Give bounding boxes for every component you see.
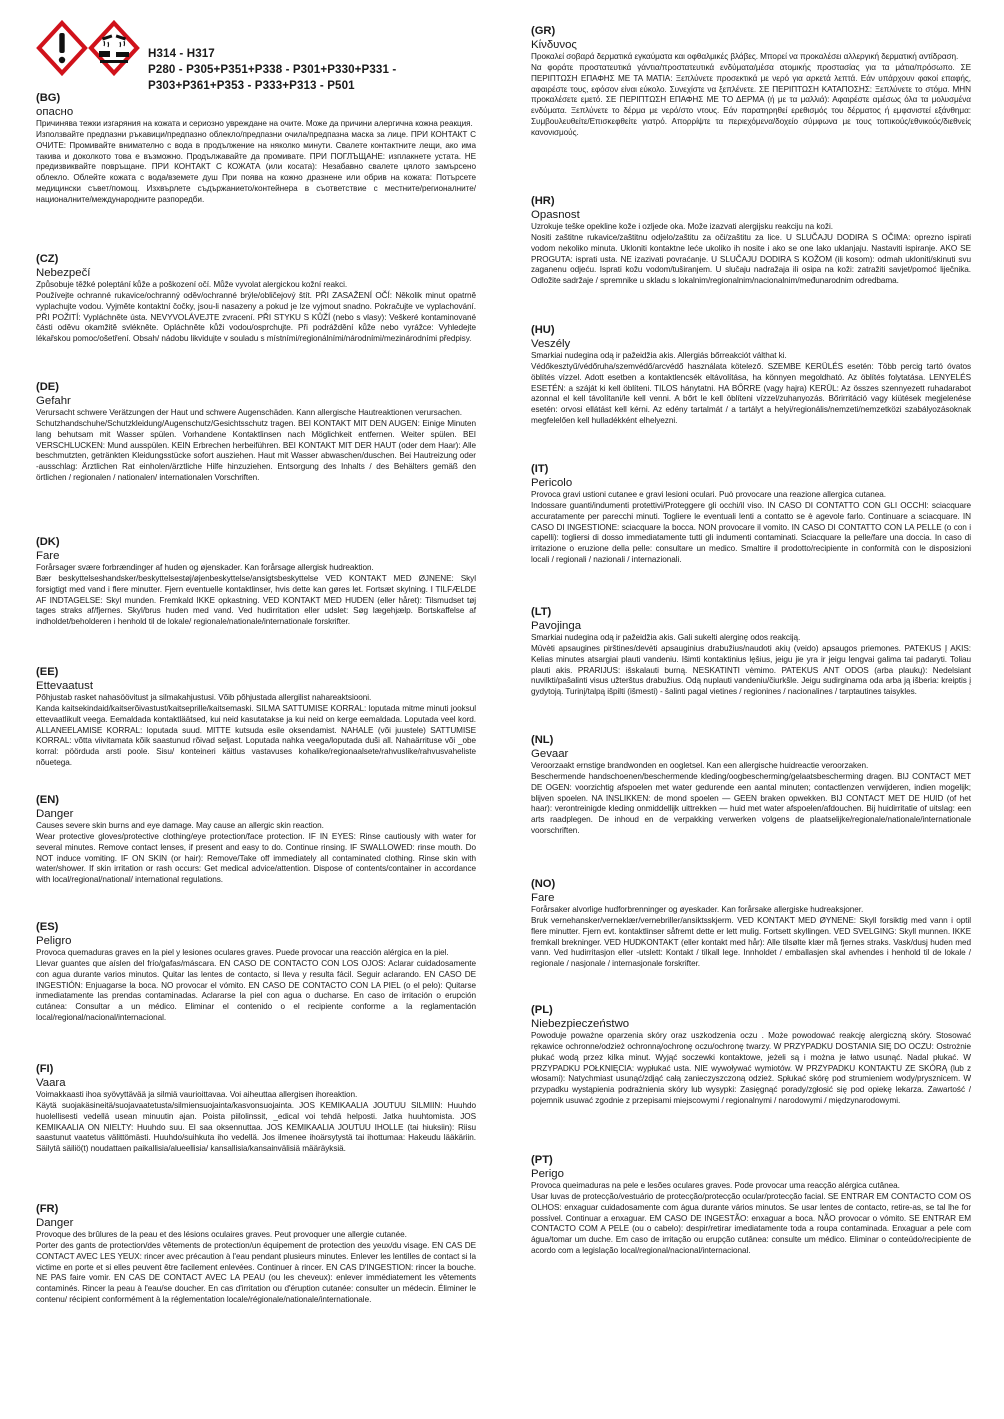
hazard-text: Provoca queimaduras na pele e lesões oculares graves. Pode provocar uma reacção alérgica cutânea. Usar luvas de protecção/vestuário de protecção/protecção ocular/protecção facial. SE ENTRAR EM CONTACTO COM OS OLHOS: enxaguar cuidadosamente com água durante vários minutos. Se usar lentes de contacto, retire-as, se tal lhe for possível. Continuar a enxaguar. EM CASO DE INGESTÃO: enxaguar a boca. NÃO provocar o vómito. SE ENTRAR EM CONTACTO COM A PELE (ou o cabelo): despir/retirar imediatamente toda a roupa contaminada. Enxaguar a pele com água/tomar um duche. Em caso de irritação ou erupção cutânea: consulte um médico. Eliminar o conteúdo/recipiente de acordo com a legislação local/regional/nacional/internacional.: [531, 1181, 971, 1256]
language-code: (FI): [36, 1063, 54, 1075]
hazard-text: Põhjustab rasket nahasöövitust ja silmakahjustusi. Võib põhjustada allergilist nahareaktsiooni. Kanda kaitsekindaid/kaitserõivastust/kaitseprille/kaitsemaski. SILMA SATTUMISE KORRAL: loputada mitme minuti jooksul ettevaatlikult veega. Eemaldada kontaktläätsed, kui neid kasutatakse ja kui neid on kerge eemaldada. Loputada veel kord. ALLANEELAMISE KORRAL: loputada suud. MITTE kutsuda esile oksendamist. NAHALE (või juustele) SATTUMISE KORRAL: võtta viivitamata kõik saastunud rõivad seljast. Loputada nahka veega/loputada duši all. Nahaärrituse või _obe korral: pöörduda arsti poole. Sisu/ konteineri käitlus vastavuses kohalike/regionaalsete/rahvuslike/rahvusvaheliste nõuetega.: [36, 693, 476, 768]
signal-word: Gefahr: [36, 395, 71, 407]
signal-word: Danger: [36, 1217, 74, 1229]
label-header: [36, 0, 476, 92]
hazard-text: Voimakkaasti ihoa syövyttävää ja silmiä vaurioittavaa. Voi aiheuttaa allergisen ihoreaktion. Käytä suojakäsineitä/suojavaatetusta/silmiensuojainta/kasvonsuojainta. JOS KEMIKAALIA JOUTUU SILMIIN: Huuhdo huolellisesti vedellä usean minuutin ajan. Poista piilolinssit, _edical voi tehdä helposti. Jatka huuhtomista. JOS KEMIKAALIA ON NIELTY: Huuhdo suu. El saa oksennuttaa. JOS KEMIKAALIA JOUTUU IHOLLE (tai hiuksiin): Riisu saastunut vaatetus välittömästi. Huuhdo/suihkuta iho vedellä. Jos ilmenee ihoärsytystä tai ihottumaa: Hakeudu lääkäriin. Säilytä säiliö(t) noudattaen paikallisia/alueellisia/ kansallisia/kansainvälisiä määräyksiä.: [36, 1090, 476, 1154]
section-ee: [36, 666, 476, 794]
precautionary-codes-line1: P280 - P305+P351+P338 - P301+P330+P331 -: [148, 63, 397, 76]
hazard-text: Forårsaker alvorlige hudforbrenninger og øyeskader. Kan forårsake allergiske hudreaksjoner. Bruk vernehansker/verneklær/vernebriller/ansiktsskjerm. VED KONTAKT MED ØYNENE: Skyll forsiktig med vann i optil flere minutter. Fjern evt. kontaktlinser såfremt dette er lett mulig. Fortsett skyllingen. VED SVELGING: Skyll munnen. IKKE fremkall brekninger. VED HUDKONTAKT (eller kontakt med hår): Alle tilsølte klær må fjernes straks. Vask/dusj huden med vann. Ved hudirritasjon eller -utslett: Kontakt / tilkall lege. Innholdet / emballasjen skal avhendes i henhold til de lokale / regionale / nasjonale / internasjonale forskrifter.: [531, 905, 971, 969]
signal-word: Perigo: [531, 1168, 564, 1180]
section-no: [531, 878, 971, 1004]
hazard-text: Verursacht schwere Verätzungen der Haut und schwere Augenschäden. Kann allergische Hautreaktionen verursachen. Schutzhandschuhe/Schutzkleidung/Augenschutz/Gesichtsschutz tragen. BEI KONTAKT MIT DEN AUGEN: Einige Minuten lang behutsam mit Wasser spülen. Vorhandene Kontaktlinsen nach Möglichkeit entfernen. Weiter spülen. BEI VERSCHLUCKEN: Mund ausspülen. KEIN Erbrechen herbeiführen. BEI KONTAKT MIT DER HAUT (oder dem Haar): Alle beschmutzten, getränkten Kleidungsstücke sofort ausziehen. Haut mit Wasser abwaschen/duschen. Bei Hautreizung oder -ausschlag: Ärztlichen Rat einholen/ärztliche Hilfe hinzuziehen. Entsorgung des Inhalts / des Behälters gemäß den örtlichen / regionalen / nationalen/ internationalen Vorschriften.: [36, 408, 476, 483]
section-en: [36, 794, 476, 921]
language-code: (FR): [36, 1203, 59, 1215]
hazard-text: Forårsager svære forbrændinger af huden og øjenskader. Kan forårsage allergisk hudreaktion. Bær beskyttelseshandsker/beskyttelsestøj/øjenbeskyttelse/ansigtsbeskyttelse VED KONTAKT MED ØJNENE: Skyl forsigtigt med vand i flere minutter. Fjern eventuelle kontaktlinser, hvis dette kan gøres let. Fortsæt skylning. I TILFÆLDE AF INDTAGELSE: Skyl munden. Fremkald IKKE opkastning. VED KONTAKT MED HUDEN (eller håret): Tilsmudset tøj tages straks af/fjernes. Skyl/brus huden med vand. Ved hudirritation eller udslet: Søg lægehjælp. Bortskaffelse af indholdet/beholderen i henhold til de lokale/ regionale/nationale/internationale forskrifter.: [36, 563, 476, 627]
section-hu: [531, 324, 971, 463]
signal-word: Gevaar: [531, 748, 569, 760]
language-code: (HU): [531, 324, 555, 336]
section-pl: [531, 1004, 971, 1154]
hazard-text: Smarkiai nudegina odą ir pažeidžia akis. Gali sukelti alerginę odos reakciją. Mūvėti apsaugines pirštines/devėti apsauginius drabužius/naudoti akių (veido) apsaugos priemones. PATEKUS Į AKIS: Kelias minutes atsargiai plauti vandeniu. Išimti kontaktinius lęšius, jeigu jie yra ir jeigu lengvai galima tai padaryti. Toliau plauti akis. PRARIJUS: išskalauti burną. NESKATINTI vėmimo. PATEKUS ANT ODOS (arba plaukų): Nedelsiant nuvilkti/pašalinti visus užterštus drabužius. Odą nuplauti vandeniu/čiurkšle. Jeigu sudirginama oda arba ją išberia: kreiptis į gydytoją. Turinį/talpą išpilti (išmesti) - šalinti pagal vietines / regionines / nacionalines / tarptautines taisykles.: [531, 633, 971, 697]
section-dk: [36, 536, 476, 666]
language-code: (DE): [36, 381, 59, 393]
signal-word: Vaara: [36, 1077, 66, 1089]
section-hr: [531, 195, 971, 324]
hazard-text: Причинява тежки изгаряния на кожата и сериозно увреждане на очите. Може да причини алергична кожна реакция. Използвайте предпазни ръкавици/предпазно облекло/предпазни очила/предпазна маска за лице. ПРИ КОНТАКТ С ОЧИТЕ: Промивайте внимателно с вода в продължение на няколко минути. Свалете контактните лещи, ако има такива и доколкото това е възможно. Продължавайте да промивате. ПРИ ПОГЛЪЩАНЕ: изплакнете устата. НЕ предизвиквайте повръщане. ПРИ КОНТАКТ С КОЖАТА (или косата): Незабавно свалете цялото замърсено облекло. Облейте кожата с вода/вземете душ При поява на кожно дразнене или обрив на кожата: Потърсете медицински съвет/помощ. Изхвърлете съдържанието/контейнера в съответствие с местните/регионалните/ националните/международните разпоредби.: [36, 119, 476, 204]
language-code: (IT): [531, 463, 549, 475]
section-lt: [531, 606, 971, 734]
hazard-text: Causes severe skin burns and eye damage. May cause an allergic skin reaction. Wear protective gloves/protective clothing/eye protection/face protection. IF IN EYES: Rinse cautiously with water for several minutes. Remove contact lenses, if present and easy to do. Continue rinsing. IF SWALLOWED: rinse mouth. Do NOT induce vomiting. IF ON SKIN (or hair): Remove/Take off immediately all contaminated clothing. Rinse skin with water/shower. If skin irritation or rash occurs: Get medical advice/attention. Dispose of contents/container in accordance with local/regional/national/ international regulations.: [36, 821, 476, 885]
section-bg: [36, 92, 476, 253]
language-code: (LT): [531, 606, 552, 618]
hazard-text: Προκαλεί σοβαρά δερματικά εγκαύματα και οφθαλμικές βλάβες. Μπορεί να προκαλέσει αλλεργική δερματική αντίδραση. Να φοράτε προστατευτικά γάντια/προστατευτικά ενδύματα/μέσα ατομικής προστασίας για τα μάτια/πρόσωπο. ΣΕ ΠΕΡΙΠΤΩΣΗ ΕΠΑΦΗΣ ΜΕ ΤΑ ΜΑΤΙΑ: Ξεπλύνετε προσεκτικά με νερό για αρκετά λεπτά. Εάν υπάρχουν φακοί επαφής, αφαιρέστε τους, εφόσον είναι εύκολο. Συνεχίστε να ξεπλένετε. ΣΕ ΠΕΡΙΠΤΩΣΗ ΚΑΤΑΠΟΣΗΣ: Ξεπλύνετε το στόμα. ΜΗΝ προκαλέσετε εμετό. ΣΕ ΠΕΡΙΠΤΩΣΗ ΕΠΑΦΗΣ ΜΕ ΤΟ ΔΕΡΜΑ (ή με τα μαλλιά): Αφαιρέστε αμέσως όλα τα μολυσμένα ενδύματα. Ξεπλύνετε το δέρμα με νερό/στο ντους. Εάν παρατηρηθεί ερεθισμός του δέρματος ή εμφανιστεί εξάνθημα: Συμβουλευθείτε/Επισκεφθείτε γιατρό. Απορρίψτε τα περιεχόμενα/δοχείο σύμφωνα με τους τοπικούς/εθνικούς/διεθνείς κανονισμούς.: [531, 52, 971, 137]
signal-word: Pericolo: [531, 477, 573, 489]
signal-word: Ettevaatust: [36, 680, 93, 692]
hazard-codes: [148, 46, 396, 94]
hazard-text: Smarkiai nudegina odą ir pažeidžia akis. Allergiás bőrreakciót válthat ki. Védőkesztyű/védőruha/szemvédő/arcvédő használata kötelező. SZEMBE KERÜLÉS esetén: Több percig tartó óvatos öblítés vízzel. Adott esetben a kontaktlencsék eltávolítása, ha könnyen megoldható. Az öblítés folytatása. LENYELÉS ESETÉN: a száját ki kell öblíteni. TILOS hánytatni. HA BŐRRE (vagy hajra) KERÜL: Az összes szennyezett ruhadarabot azonnal el kell távolítani/le kell venni. A bőrt le kell öblíteni vízzel/zuhanyozás. Bőrirritáció vagy kiütések megjelenése esetén: orvosi ellátást kell kérni. Az edény tartalmát / a tartályt a helyi/regionális/nemzeti/nemzetközi szabályozásoknak megfelelően kell hulladékként elhelyezni.: [531, 351, 971, 426]
signal-word: Opasnost: [531, 209, 580, 221]
language-code: (EN): [36, 794, 59, 806]
exclamation-mark-icon: [39, 23, 85, 73]
signal-word: Danger: [36, 808, 74, 820]
signal-word: Fare: [36, 550, 60, 562]
signal-word: Nebezpečí: [36, 267, 91, 279]
section-it: [531, 463, 971, 606]
language-code: (EE): [36, 666, 59, 678]
hazard-text: Provoque des brûlures de la peau et des lésions oculaires graves. Peut provoquer une allergie cutanée. Porter des gants de protection/des vêtements de protection/un équipement de protection des yeux/du visage. EN CAS DE CONTACT AVEC LES YEUX: rincer avec précaution à l'eau pendant plusieurs minutes. Enlever les lentilles de contact si la victime en porte et si elles peuvent être facilement enlevées. Continuer à rincer. EN CAS D'INGESTION: rincer la bouche. NE PAS faire vomir. EN CAS DE CONTACT AVEC LA PEAU (ou les cheveux): enlever immédiatement les vêtements contaminés. Rincer la peau à l'eau/se doucher. En cas d'irritation ou d'éruption cutanée: consulter un médecin. Éliminer le contenu/ récipient conformément à la réglementation locale/régionale/nationale/internationale.: [36, 1230, 476, 1305]
signal-word: Fare: [531, 892, 555, 904]
hazard-text: Veroorzaakt ernstige brandwonden en oogletsel. Kan een allergische huidreactie veroorzaken. Beschermende handschoenen/beschermende kleding/oogbescherming/gelaatsbescherming dragen. BIJ CONTACT MET DE OGEN: voorzichtig afspoelen met water gedurende een aantal minuten; contactlenzen verwijderen, indien mogelijk; blijven spoelen. NA INSLIKKEN: de mond spoelen — GEEN braken opwekken. BIJ CONTACT MET DE HUID (of het haar): verontreinigde kleding onmiddellijk uittrekken — huid met water afspoelen/afdouchen. Bij huidirritatie of uitslag: een arts raadplegen. De inhoud en de verpakking verwerken volgens de plaatselijke/regionale/nationale/internationale voorschriften.: [531, 761, 971, 836]
right-column: [531, 0, 971, 1257]
hazard-text: Provoca quemaduras graves en la piel y lesiones oculares graves. Puede provocar una reacción alérgica en la piel. Llevar guantes que aíslen del frío/gafas/máscara. EN CASO DE CONTACTO CON LOS OJOS: Aclarar cuidadosamente con agua durante varios minutos. Quitar las lentes de contacto, si lleva y resulta fácil. Seguir aclarando. EN CASO DE INGESTIÓN: Enjuagarse la boca. NO provocar el vómito. EN CASO DE CONTACTO CON LA PIEL (o el pelo): Quitarse inmediatamente las prendas contaminadas. Aclararse la piel con agua o ducharse. En caso de irritación o erupción cutánea: Consultar a un médico. Eliminar el contenido o el recipiente conforme a la reglamentación local/regional/nacional/internacional.: [36, 948, 476, 1023]
precautionary-codes-line2: P303+P361+P353 - P333+P313 - P501: [148, 79, 355, 92]
hazard-text: Způsobuje těžké poleptání kůže a poškození očí. Může vyvolat alergickou kožní reakci. Používejte ochranné rukavice/ochranný oděv/ochranné brýle/obličejový štít. PŘI ZASAŽENÍ OČÍ: Několik minut opatrně vyplachujte vodou. Vyjměte kontaktní čočky, jsou-li nasazeny a pokud je lze vyjmout snadno. Pokračujte ve vyplachování. PŘI POŽITÍ: Vypláchněte ústa. NEVYVOLÁVEJTE zvracení. PŘI STYKU S KŮŽÍ (nebo s vlasy): Veškeré kontaminované části oděvu okamžitě svlékněte. Opláchněte kůži vodou/osprchujte. Při podráždění kůže nebo vyrážce: Vyhledejte lékařskou pomoc/ošetření. Obsah/ nádobu likvidujte v souladu s místními/regionálními/národními/mezinárodními předpisy.: [36, 280, 476, 344]
section-cz: [36, 253, 476, 381]
language-code: (CZ): [36, 253, 59, 265]
hazard-statement-codes: H314 - H317: [148, 47, 215, 60]
hazard-text: Provoca gravi ustioni cutanee e gravi lesioni oculari. Può provocare una reazione allergica cutanea. Indossare guanti/indumenti protettivi/Proteggere gli occhi/il viso. IN CASO DI CONTATTO CON GLI OCCHI: sciacquare accuratamente per parecchi minuti. Togliere le eventuali lenti a contatto se è agevole farlo. Continuare a sciacquare. IN CASO DI INGESTIONE: sciacquare la bocca. NON provocare il vomito. IN CASO DI CONTATTO CON LA PELLE (o con i capelli): togliersi di dosso immediatamente tutti gli indumenti contaminati. Sciacquare la pelle/fare una doccia. In caso di irritazione o eruzione della pelle: consultare un medico. Smaltire il prodotto/recipiente in conformità con le disposizioni locali / regionali / nazionali / internazionali.: [531, 490, 971, 565]
signal-word: Κίνδυνος: [531, 39, 577, 51]
language-code: (PT): [531, 1154, 553, 1166]
section-es: [36, 921, 476, 1063]
language-code: (DK): [36, 536, 60, 548]
language-code: (HR): [531, 195, 555, 207]
signal-word: Pavojinga: [531, 620, 582, 632]
signal-word: опасно: [36, 106, 74, 118]
language-code: (NL): [531, 734, 554, 746]
section-de: [36, 381, 476, 536]
section-nl: [531, 734, 971, 878]
section-gr: [531, 25, 971, 195]
ghs-pictograms: [36, 20, 144, 76]
corrosion-icon: [91, 23, 137, 73]
signal-word: Veszély: [531, 338, 571, 350]
signal-word: Niebezpieczeństwo: [531, 1018, 630, 1030]
section-pt: [531, 1154, 971, 1257]
hazard-text: Powoduje poważne oparzenia skóry oraz uszkodzenia oczu . Może powodować reakcję alergiczną skóry. Stosować rękawice ochronne/odzież ochronną/ochronę oczu/ochronę twarzy. W PRZYPADKU DOSTANIA SIĘ DO OCZU: Ostrożnie płukać wodą przez kilka minut. Wyjąć soczewki kontaktowe, jeżeli są i można je łatwo usunąć. Nadal płukać. W PRZYPADKU POŁKNIĘCIA: wypłukać usta. NIE wywoływać wymiotów. W PRZYPADKU KONTAKTU ZE SKÓRĄ (lub z włosami): Natychmiast usunąć/zdjąć całą zanieczyszczoną odzież. Spłukać skórę pod strumieniem wody/prysznicem. W przypadku wystąpienia podrażnienia skóry lub wysypki: Zasięgnąć porady/zgłosić się pod opiekę lekarza. Zawartość / pojemnik usuwać zgodnie z przepisami miejscowymi / regionalnymi / narodowymi / międzynarodowymi.: [531, 1031, 971, 1106]
language-code: (GR): [531, 25, 556, 37]
language-code: (ES): [36, 921, 59, 933]
language-code: (PL): [531, 1004, 553, 1016]
hazard-text: Uzrokuje teške opekline kože i ozljede oka. Može izazvati alergijsku reakciju na koži. Nositi zaštitne rukavice/zaštitnu odjelo/zaštitu za oči/zaštitu za lice. U SLUČAJU DODIRA S OČIMA: oprezno ispirati vodom nekoliko minuta. Ukloniti kontaktne leće ukoliko ih nosite i ako se one lako uklanjaju. Nastaviti ispiranje. AKO SE PROGUTA: isprati usta. NE izazivati povraćanje. U SLUČAJU DODIRA S KOŽOM (ili kosom): odmah ukloniti/skinuti svu zaganenu odjeću. Isprati kožu vodom/tuširanjem. U slučaju nadražaja ili osipa na koži: zatražiti savjet/pomoć liječnika. Odložite sadržaje / spremnike u skladu s lokalnim/regionalnim/nacionalnim/međunarodnim odredbama.: [531, 222, 971, 286]
left-column: [36, 0, 476, 1306]
language-code: (NO): [531, 878, 556, 890]
section-fi: [36, 1063, 476, 1203]
language-code: (BG): [36, 92, 61, 104]
section-fr: [36, 1203, 476, 1306]
signal-word: Peligro: [36, 935, 72, 947]
